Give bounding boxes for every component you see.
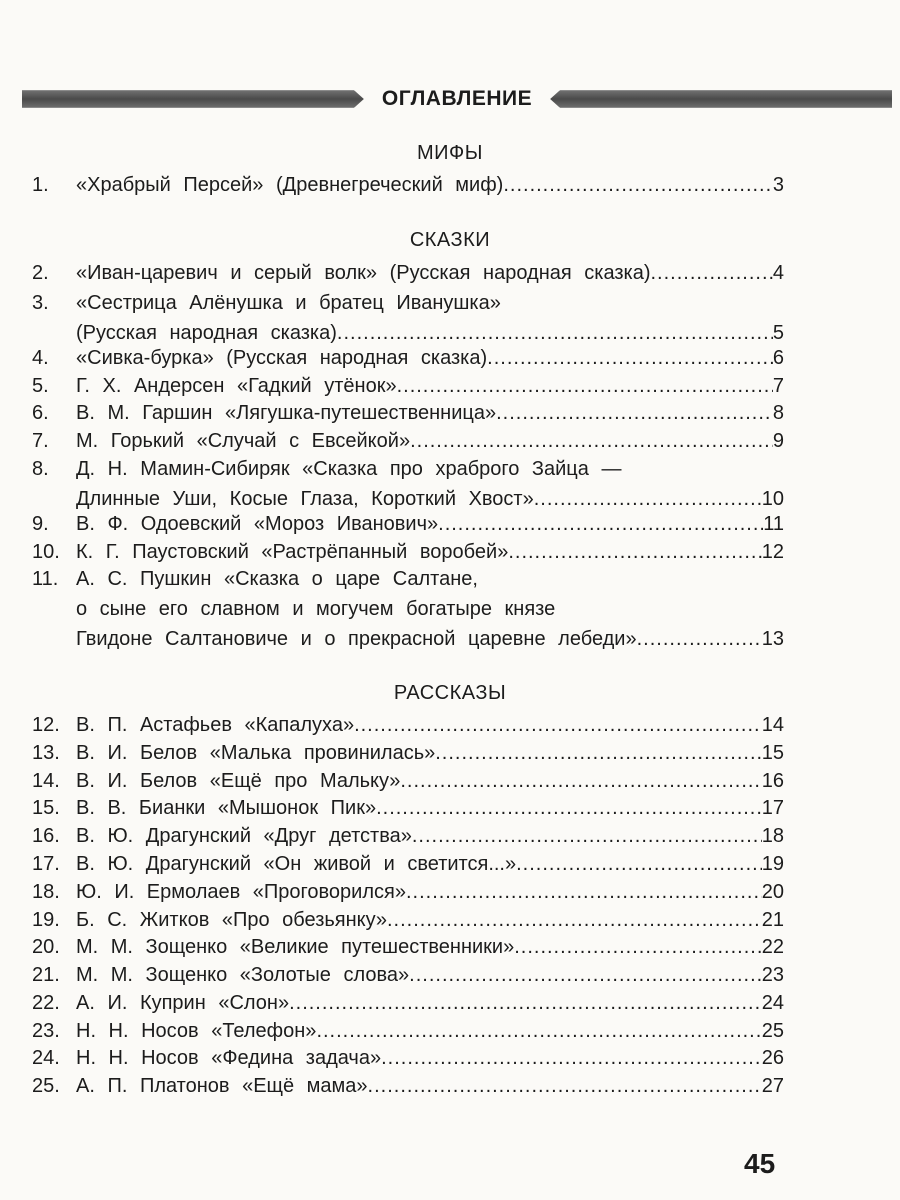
entry-page: 18 [761, 825, 784, 847]
entry-number: 21. [32, 964, 60, 986]
entry-page: 13 [761, 628, 784, 650]
dot-leader [514, 932, 762, 962]
toc-entry [32, 454, 784, 514]
dot-leader [400, 766, 761, 796]
dot-leader [381, 1043, 762, 1073]
entry-title-line: Н. Н. Носов «Федина задача» [76, 1047, 382, 1069]
header-bar-right [550, 90, 892, 108]
entry-page: 11 [763, 513, 784, 535]
entry-number: 16. [32, 825, 60, 847]
dot-leader [410, 426, 773, 456]
entry-page: 8 [772, 402, 784, 424]
dot-leader [412, 821, 762, 851]
entry-number: 8. [32, 458, 49, 480]
dot-leader [409, 960, 762, 990]
entry-page: 12 [761, 541, 784, 563]
toc-entry [32, 738, 784, 768]
dot-leader [503, 170, 773, 200]
entry-number: 4. [32, 347, 49, 369]
entry-title-line: В. И. Белов «Ещё про Мальку» [76, 770, 401, 792]
entry-title-line: Н. Н. Носов «Телефон» [76, 1020, 317, 1042]
entry-page: 23 [761, 964, 784, 986]
section-title-myths: МИФЫ [417, 142, 483, 164]
dot-leader [368, 1071, 762, 1101]
entry-title-line: Гвидоне Салтановиче и о прекрасной царевне лебеди» [76, 628, 637, 650]
dot-leader [397, 371, 773, 401]
toc-entry [32, 905, 784, 935]
toc-header [22, 84, 892, 114]
entry-number: 22. [32, 992, 60, 1014]
toc-entry [32, 877, 784, 907]
entry-number: 15. [32, 797, 60, 819]
entry-number: 2. [32, 262, 49, 284]
entry-number: 3. [32, 292, 49, 314]
dot-leader [406, 877, 762, 907]
toc-entry [32, 371, 784, 401]
toc-entry [32, 710, 784, 740]
dot-leader [289, 988, 762, 1018]
entry-page: 6 [772, 347, 784, 369]
entry-title-line: М. М. Зощенко «Золотые слова» [76, 964, 410, 986]
dot-leader [387, 905, 762, 935]
dot-leader [487, 343, 773, 373]
dot-leader [316, 1016, 761, 1046]
entry-number: 17. [32, 853, 60, 875]
dot-leader [438, 509, 763, 539]
entry-page: 25 [761, 1020, 784, 1042]
toc-entry [32, 932, 784, 962]
entry-title-line: М. М. Зощенко «Великие путешественники» [76, 936, 515, 958]
entry-number: 7. [32, 430, 49, 452]
entry-title-line: Длинные Уши, Косые Глаза, Короткий Хвост» [76, 488, 534, 510]
entry-title-line: Б. С. Житков «Про обезьянку» [76, 909, 387, 931]
entry-title-line: «Иван-царевич и серый волк» (Русская народная сказка) [76, 262, 651, 284]
toc-entry [32, 509, 784, 539]
dot-leader [376, 793, 762, 823]
toc-entry [32, 793, 784, 823]
entry-page: 17 [761, 797, 784, 819]
entry-page: 26 [761, 1047, 784, 1069]
entry-page: 21 [761, 909, 784, 931]
entry-page: 5 [772, 322, 784, 344]
page-number: 45 [744, 1148, 776, 1179]
toc-entry [32, 258, 784, 288]
entry-number: 18. [32, 881, 60, 903]
entry-page: 7 [772, 375, 784, 397]
entry-number: 20. [32, 936, 60, 958]
entry-number: 6. [32, 402, 49, 424]
entry-title-line: В. В. Бианки «Мышонок Пик» [76, 797, 377, 819]
entry-number: 23. [32, 1020, 60, 1042]
entry-title-line: Ю. И. Ермолаев «Проговорился» [76, 881, 406, 903]
entry-title-line: (Русская народная сказка) [76, 322, 337, 344]
entry-number: 13. [32, 742, 60, 764]
header-bar-left [22, 90, 364, 108]
dot-leader [435, 738, 762, 768]
entry-title-line: В. М. Гаршин «Лягушка-путешественница» [76, 402, 497, 424]
entry-page: 20 [761, 881, 784, 903]
toc-entry [32, 960, 784, 990]
section-title-stories: РАССКАЗЫ [393, 682, 507, 704]
entry-title-line: Г. Х. Андерсен «Гадкий утёнок» [76, 375, 397, 397]
entry-page: 16 [761, 770, 784, 792]
toc-entry [32, 1071, 784, 1101]
entry-title-line: В. Ю. Драгунский «Он живой и светится...» [76, 853, 517, 875]
dot-leader [508, 537, 761, 567]
dot-leader [354, 710, 762, 740]
entry-number: 14. [32, 770, 60, 792]
entry-title-line: Д. Н. Мамин-Сибиряк «Сказка про храброго Зайца — [76, 458, 622, 480]
entry-title-line: А. С. Пушкин «Сказка о царе Салтане, [76, 568, 478, 590]
entry-page: 22 [761, 936, 784, 958]
entry-page: 19 [761, 853, 784, 875]
entry-title-line: А. И. Куприн «Слон» [76, 992, 290, 1014]
toc-entry [32, 1043, 784, 1073]
entry-title-line: В. Ю. Драгунский «Друг детства» [76, 825, 412, 847]
toc-entry [32, 766, 784, 796]
toc-entry [32, 1016, 784, 1046]
entry-title-line: «Храбрый Персей» (Древнегреческий миф) [76, 174, 504, 196]
entry-number: 25. [32, 1075, 60, 1097]
dot-leader [516, 849, 762, 879]
entry-page: 10 [761, 488, 784, 510]
dot-leader [496, 398, 773, 428]
entry-number: 1. [32, 174, 49, 196]
entry-page: 9 [772, 430, 784, 452]
toc-entry [32, 398, 784, 428]
entry-page: 24 [761, 992, 784, 1014]
entry-page: 14 [761, 714, 784, 736]
section-title-tales: СКАЗКИ [409, 229, 491, 251]
entry-number: 19. [32, 909, 60, 931]
toc-entry [32, 426, 784, 456]
toc-entry [32, 564, 784, 654]
entry-number: 10. [32, 541, 60, 563]
entry-title-line: «Сивка-бурка» (Русская народная сказка) [76, 347, 488, 369]
entry-title-line: М. Горький «Случай с Евсейкой» [76, 430, 411, 452]
entry-page: 27 [761, 1075, 784, 1097]
entry-title-line: «Сестрица Алёнушка и братец Иванушка» [76, 292, 501, 314]
entry-number: 9. [32, 513, 49, 535]
entry-title-line: В. П. Астафьев «Капалуха» [76, 714, 355, 736]
entry-page: 15 [761, 742, 784, 764]
toc-entry [32, 343, 784, 373]
entry-number: 5. [32, 375, 49, 397]
toc-entry [32, 537, 784, 567]
toc-entry [32, 849, 784, 879]
entry-page: 3 [772, 174, 784, 196]
entry-title-line: В. Ф. Одоевский «Мороз Иванович» [76, 513, 439, 535]
entry-number: 24. [32, 1047, 60, 1069]
toc-entry [32, 288, 784, 348]
dot-leader [651, 258, 773, 288]
toc-heading: ОГЛАВЛЕНИЕ [381, 87, 533, 110]
entry-number: 11. [32, 568, 59, 590]
toc-entry [32, 821, 784, 851]
toc-entry [32, 988, 784, 1018]
entry-title-line: А. П. Платонов «Ещё мама» [76, 1075, 368, 1097]
entry-number: 12. [32, 714, 60, 736]
entry-page: 4 [772, 262, 784, 284]
toc-entry [32, 170, 784, 200]
entry-title-line: В. И. Белов «Малька провинилась» [76, 742, 436, 764]
dot-leader [637, 624, 762, 654]
entry-title-line: К. Г. Паустовский «Растрёпанный воробей» [76, 541, 509, 563]
entry-title-line: о сыне его славном и могучем богатыре князе [76, 598, 556, 620]
